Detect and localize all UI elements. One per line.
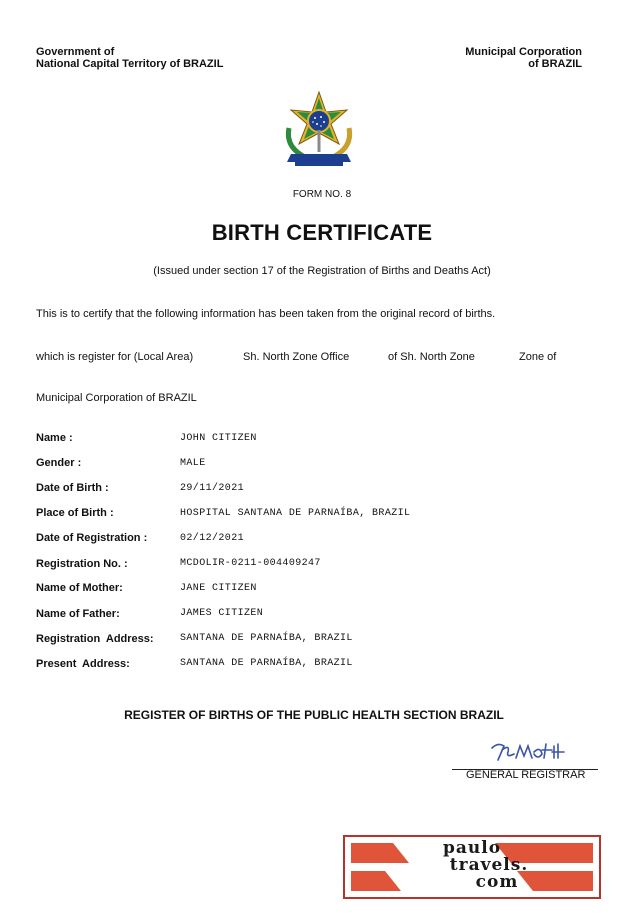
registrar-signature (488, 738, 568, 764)
watermark-line3: com (475, 872, 519, 892)
field-value-name: JOHN CITIZEN (180, 433, 257, 444)
municipal-corporation-line: Municipal Corporation of BRAZIL (36, 392, 197, 404)
general-registrar-label: GENERAL REGISTRAR (466, 769, 586, 781)
certify-statement: This is to certify that the following information has been taken from the original record of births. (36, 308, 496, 320)
field-label-registration-no: Registration No. : (36, 558, 128, 570)
issuer-government-line2: National Capital Territory of BRAZIL (36, 58, 224, 70)
field-value-date-of-birth: 29/11/2021 (180, 483, 245, 494)
coat-of-arms-emblem (279, 88, 359, 170)
field-label-place-of-birth: Place of Birth : (36, 507, 114, 519)
document-title: BIRTH CERTIFICATE (211, 220, 433, 245)
register-line-of-zone: of Sh. North Zone (388, 351, 475, 363)
field-value-place-of-birth: HOSPITAL SANTANA DE PARNAÍBA, BRAZIL (180, 508, 411, 519)
watermark-line2: travels. (449, 855, 529, 875)
field-label-date-of-birth: Date of Birth : (36, 482, 109, 494)
issuer-government (36, 46, 223, 70)
register-line-zone-of: Zone of (519, 351, 557, 363)
field-value-gender: MALE (180, 458, 206, 469)
field-label-name-of-father: Name of Father: (36, 608, 120, 620)
field-value-name-of-mother: JANE CITIZEN (180, 583, 257, 594)
field-label-date-of-registration: Date of Registration : (36, 532, 148, 544)
field-value-name-of-father: JAMES CITIZEN (180, 608, 264, 619)
field-value-date-of-registration: 02/12/2021 (180, 533, 245, 544)
issuer-municipal (465, 46, 582, 70)
watermark-line1: paulo (442, 838, 502, 858)
watermark-text (345, 840, 599, 891)
paulo-travels-watermark-logo (343, 835, 601, 899)
issuer-government-line1: Government of (36, 46, 115, 58)
field-value-registration-no: MCDOLIR-0211-004409247 (180, 558, 321, 569)
field-value-registration-address: SANTANA DE PARNAÍBA, BRAZIL (180, 633, 353, 644)
signature-image (488, 738, 568, 764)
field-value-present-address: SANTANA DE PARNAÍBA, BRAZIL (180, 658, 353, 669)
register-footer-title: REGISTER OF BIRTHS OF THE PUBLIC HEALTH SECTION BRAZIL (124, 708, 504, 722)
register-line-office: Sh. North Zone Office (243, 351, 350, 363)
issuer-municipal-line2: of BRAZIL (528, 58, 582, 70)
coat-of-arms-icon (279, 88, 359, 170)
field-label-registration-address: Registration Address: (36, 633, 154, 645)
field-label-name-of-mother: Name of Mother: (36, 582, 123, 594)
register-line-prefix: which is register for (Local Area) (36, 351, 194, 363)
field-label-name: Name : (36, 432, 73, 444)
field-label-present-address: Present Address: (36, 658, 130, 670)
issuer-municipal-line1: Municipal Corporation (465, 46, 582, 58)
field-label-gender: Gender : (36, 457, 82, 469)
form-number: FORM NO. 8 (292, 189, 352, 200)
issued-under-note: (Issued under section 17 of the Registration of Births and Deaths Act) (153, 265, 491, 277)
